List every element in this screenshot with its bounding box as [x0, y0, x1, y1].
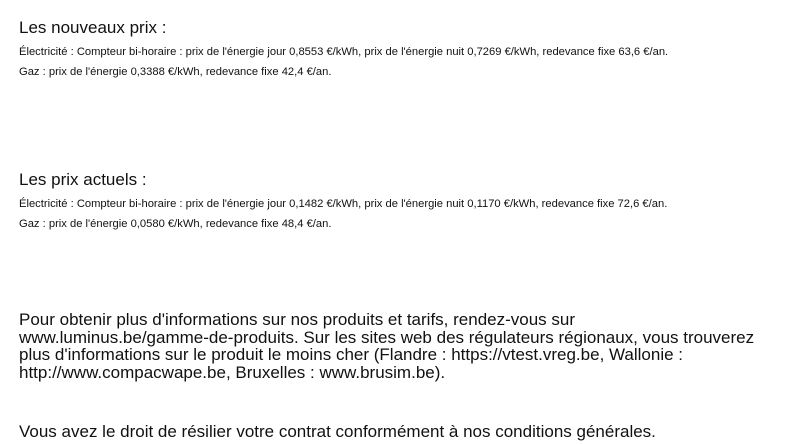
new-gas-price: Gaz : prix de l'énergie 0,3388 €/kWh, redevance fixe 42,4 €/an. — [19, 66, 332, 78]
current-gas-price: Gaz : prix de l'énergie 0,0580 €/kWh, redevance fixe 48,4 €/an. — [19, 218, 332, 230]
new-prices-heading: Les nouveaux prix : — [19, 18, 167, 37]
new-electricity-price: Électricité : Compteur bi-horaire : prix de l'énergie jour 0,8553 €/kWh, prix de l'énergie nuit 0,7269 €/kWh, redevance fixe 63,6 €/an. — [19, 46, 669, 58]
new-prices-section — [19, 18, 794, 79]
current-prices-heading: Les prix actuels : — [19, 170, 147, 189]
current-prices-section — [19, 170, 794, 231]
rights-paragraph: Vous avez le droit de résilier votre contrat conformément à nos conditions générales. — [19, 422, 656, 441]
info-paragraph: Pour obtenir plus d'informations sur nos produits et tarifs, rendez-vous sur www.luminus.be/gamme-de-produits. Sur les sites web des régulateurs régionaux, vous trouverez plus d'informations sur le produit le moins cher (Flandre : https://vtest.vreg.be, Wallonie : http://www.compacwape.be, Bruxelles : www.brusim.be). — [19, 310, 755, 382]
current-electricity-price: Électricité : Compteur bi-horaire : prix de l'énergie jour 0,1482 €/kWh, prix de l'énergie nuit 0,1170 €/kWh, redevance fixe 72,6 €/an. — [19, 198, 668, 210]
